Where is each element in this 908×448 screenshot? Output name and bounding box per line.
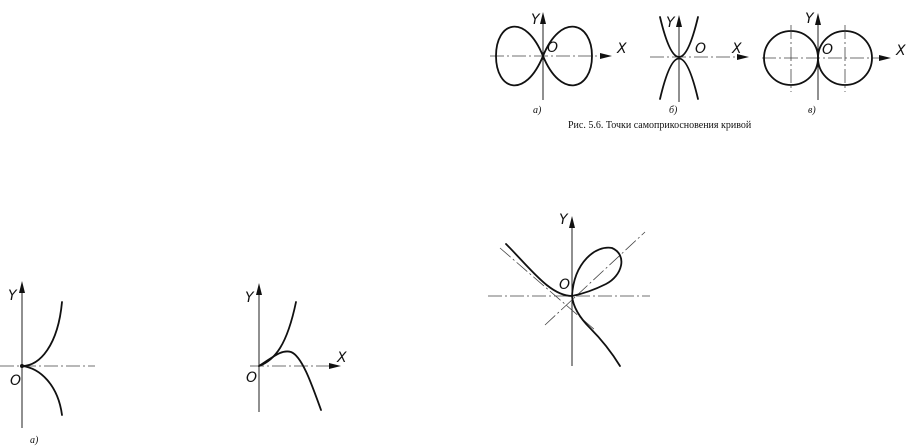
cusp-subfigure-label: а) — [30, 435, 39, 446]
branch-loop-curve — [259, 351, 321, 410]
branch-origin-label: O — [246, 370, 258, 386]
loop-petal-curve — [572, 248, 621, 296]
fig56a-y-label: Y — [531, 12, 540, 28]
fig56b-origin-label: O — [695, 41, 707, 57]
cusp-diagram — [0, 281, 95, 446]
fig56v-subfigure-label: в) — [808, 105, 816, 116]
figure-caption: Рис. 5.6. Точки самоприкосновения кривой — [568, 120, 752, 131]
fig56v-diagram — [762, 11, 906, 116]
fig56a-subfigure-label: а) — [533, 105, 542, 116]
loop-diagram — [488, 212, 650, 366]
cusp-y-label: Y — [8, 288, 17, 304]
fig56v-y-arrowhead — [815, 13, 821, 25]
branch-upper-curve — [259, 302, 296, 366]
branch-y-label: Y — [245, 290, 254, 306]
fig56a-origin-label: O — [547, 40, 559, 56]
loop-y-arrowhead — [569, 216, 575, 228]
cusp-y-arrowhead — [19, 281, 25, 293]
fig56a-y-arrowhead — [540, 12, 546, 24]
branch-x-label: X — [337, 350, 347, 366]
cusp-origin-label: O — [10, 373, 22, 389]
fig56v-origin-label: O — [822, 42, 834, 58]
fig56b-subfigure-label: б) — [669, 105, 678, 116]
fig56v-x-arrowhead — [879, 55, 891, 61]
fig56a-x-label: X — [617, 41, 627, 57]
loop-lower-branch — [572, 296, 620, 366]
branch-diagram — [245, 283, 347, 412]
fig56b-diagram — [650, 15, 749, 116]
loop-y-label: Y — [559, 212, 568, 228]
fig56b-y-arrowhead — [676, 15, 682, 27]
fig56a-x-arrowhead — [600, 53, 612, 59]
cusp-origin-point — [20, 364, 24, 368]
fig56b-y-label: Y — [666, 15, 675, 31]
cusp-lower-branch — [22, 366, 62, 415]
branch-y-arrowhead — [256, 283, 262, 295]
fig56b-x-label: X — [732, 41, 742, 57]
loop-origin-label: O — [559, 277, 571, 293]
fig56a-diagram — [490, 12, 627, 116]
cusp-upper-branch — [22, 302, 62, 366]
fig56v-y-label: Y — [805, 11, 814, 27]
fig56v-x-label: X — [896, 43, 906, 59]
